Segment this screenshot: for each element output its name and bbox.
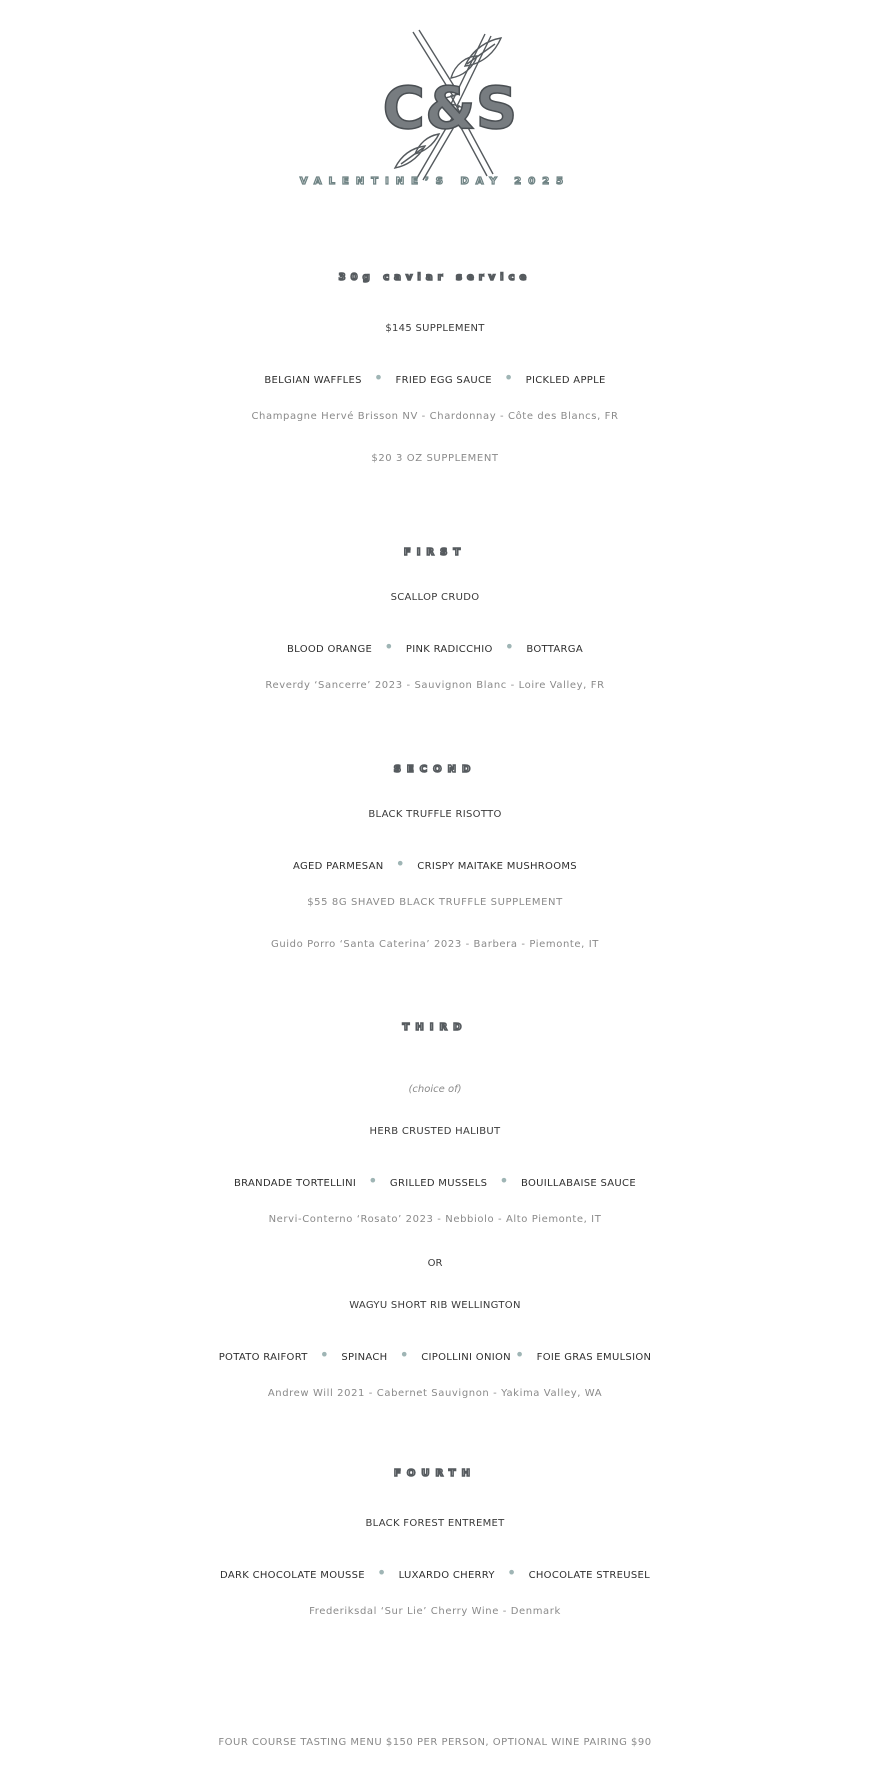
- component: BRANDADE TORTELLINI: [234, 1178, 357, 1189]
- dot-separator: •: [384, 637, 394, 656]
- component: FOIE GRAS EMULSION: [536, 1352, 652, 1363]
- component: GRILLED MUSSELS: [389, 1178, 488, 1189]
- component: PICKLED APPLE: [525, 375, 606, 386]
- component: FRIED EGG SAUCE: [395, 375, 492, 386]
- dot-separator: •: [499, 1171, 510, 1190]
- first-components: [0, 637, 870, 656]
- fourth-dish: BLACK FOREST ENTREMET: [365, 1518, 505, 1529]
- second-supplement: $55 8G SHAVED BLACK TRUFFLE SUPPLEMENT: [307, 897, 563, 908]
- third-or: OR: [427, 1258, 443, 1269]
- third-option1-dish: HERB CRUSTED HALIBUT: [369, 1126, 501, 1137]
- dot-separator: •: [506, 1563, 517, 1582]
- dot-separator: •: [373, 368, 384, 387]
- component: CRISPY MAITAKE MUSHROOMS: [417, 861, 577, 872]
- logo-letters: C&S: [382, 74, 518, 142]
- menu-footer: FOUR COURSE TASTING MENU $150 PER PERSON, OPTIONAL WINE PAIRING $90: [218, 1737, 652, 1748]
- component: LUXARDO CHERRY: [398, 1570, 495, 1581]
- first-wine: Reverdy ‘Sancerre’ 2023 - Sauvignon Blanc - Loire Valley, FR: [265, 680, 605, 691]
- component: CHOCOLATE STREUSEL: [528, 1570, 650, 1581]
- dot-separator: •: [395, 854, 406, 873]
- component: POTATO RAIFORT: [218, 1352, 308, 1363]
- component: BELGIAN WAFFLES: [264, 375, 362, 386]
- fourth-components: [0, 1563, 870, 1582]
- component: AGED PARMESAN: [293, 861, 384, 872]
- third-option2-components: [0, 1345, 870, 1364]
- dot-separator: •: [319, 1345, 330, 1364]
- second-heading: SECOND: [393, 764, 477, 775]
- caviar-heading: 30g caviar service: [338, 272, 532, 283]
- component: BOTTARGA: [526, 644, 583, 655]
- caviar-components: [0, 368, 870, 387]
- component: CIPOLLINI ONION: [421, 1352, 511, 1363]
- third-option1-components: [0, 1171, 870, 1190]
- third-choice-note: (choice of): [408, 1084, 462, 1095]
- component: BLOOD ORANGE: [287, 644, 373, 655]
- menu-title: VALENTINE’S DAY 2025: [299, 176, 571, 187]
- component: BOUILLABAISE SAUCE: [521, 1178, 636, 1189]
- cs-logo: [355, 26, 545, 184]
- caviar-wine-supplement: $20 3 OZ SUPPLEMENT: [371, 453, 499, 464]
- component: SPINACH: [341, 1352, 388, 1363]
- dot-separator: •: [503, 368, 514, 387]
- second-wine: Guido Porro ‘Santa Caterina’ 2023 - Barbera - Piemonte, IT: [271, 939, 599, 950]
- component: PINK RADICCHIO: [405, 644, 493, 655]
- caviar-wine: Champagne Hervé Brisson NV - Chardonnay - Côte des Blancs, FR: [251, 411, 619, 422]
- dot-separator: •: [399, 1345, 410, 1364]
- third-option1-wine: Nervi-Conterno ‘Rosato’ 2023 - Nebbiolo - Alto Piemonte, IT: [268, 1214, 602, 1225]
- dot-separator: •: [368, 1171, 378, 1190]
- dot-separator: •: [504, 637, 515, 656]
- third-heading: THIRD: [402, 1022, 468, 1033]
- component: DARK CHOCOLATE MOUSSE: [220, 1570, 365, 1581]
- dot-separator: •: [376, 1563, 387, 1582]
- fourth-heading: FOURTH: [394, 1468, 476, 1479]
- first-heading: FIRST: [403, 547, 467, 558]
- fourth-wine: Frederiksdal ‘Sur Lie’ Cherry Wine - Denmark: [309, 1606, 561, 1617]
- third-option2-wine: Andrew Will 2021 - Cabernet Sauvignon - Yakima Valley, WA: [267, 1388, 603, 1399]
- second-dish: BLACK TRUFFLE RISOTTO: [368, 809, 502, 820]
- first-dish: SCALLOP CRUDO: [390, 592, 480, 603]
- second-components: [0, 854, 870, 873]
- caviar-supplement: $145 SUPPLEMENT: [385, 323, 485, 334]
- dot-separator: •: [514, 1345, 525, 1364]
- third-option2-dish: WAGYU SHORT RIB WELLINGTON: [349, 1300, 521, 1311]
